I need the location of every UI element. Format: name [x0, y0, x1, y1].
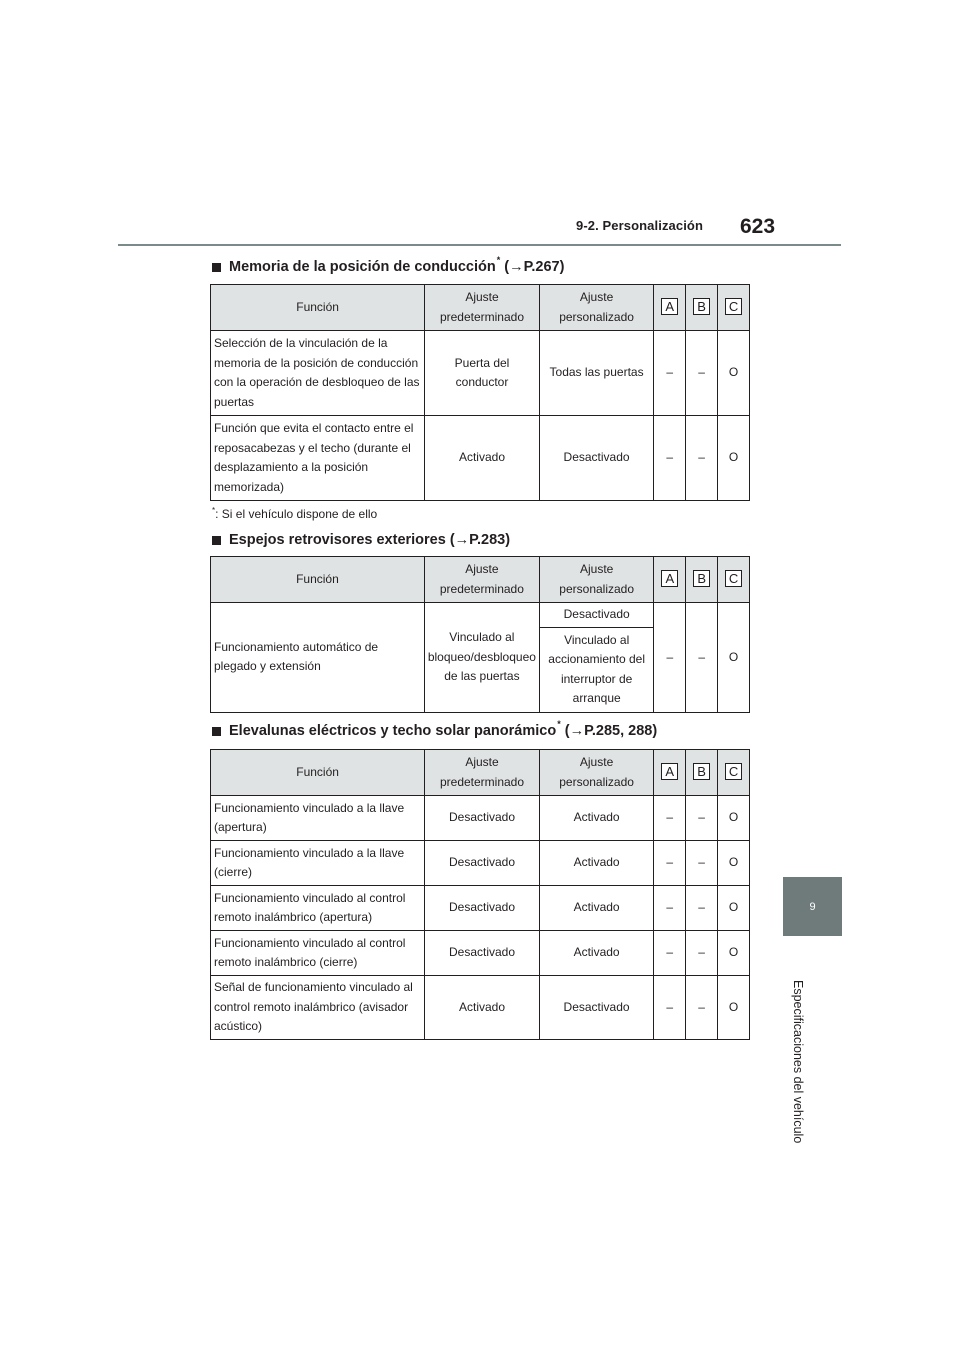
cell-b: –	[686, 331, 718, 416]
col-header-funcion: Función	[211, 750, 425, 796]
cell-pers: Todas las puertas	[539, 331, 654, 416]
cell-b: –	[686, 603, 718, 713]
footnote-text: : Si el vehículo dispone de ello	[215, 507, 378, 521]
table-row	[211, 931, 750, 976]
cell-pred: Activado	[425, 416, 540, 501]
col-header-pers: Ajuste personalizado	[539, 557, 653, 603]
col-header-c	[718, 750, 750, 796]
col-header-pred: Ajuste predeterminado	[424, 557, 539, 603]
memory-table	[210, 284, 750, 501]
table-row	[211, 603, 750, 628]
cell-funcion: Funcionamiento vinculado a la llave (cierre)	[211, 841, 425, 886]
cell-pred: Activado	[425, 976, 540, 1040]
cell-c: O	[718, 976, 750, 1040]
page-reference-link[interactable]: (→P.285, 288)	[564, 723, 658, 739]
cell-a: –	[654, 841, 686, 886]
asterisk: *	[557, 719, 561, 729]
cell-pers: Activado	[539, 931, 654, 976]
table-row	[211, 976, 750, 1040]
cell-funcion: Funcionamiento vinculado al control remoto inalámbrico (cierre)	[211, 931, 425, 976]
cell-b: –	[686, 886, 718, 931]
mirrors-table	[210, 556, 750, 713]
cell-pers: Desactivado	[539, 976, 654, 1040]
box-b: B	[693, 298, 710, 315]
cell-b: –	[686, 931, 718, 976]
cell-a: –	[654, 796, 686, 841]
cell-pers-option-1: Desactivado	[539, 603, 653, 628]
cell-funcion: Selección de la vinculación de la memoria de la posición de conducción con la operación de desbloqueo de las puertas	[211, 331, 425, 416]
table-row	[211, 331, 750, 416]
cell-pred: Desactivado	[425, 886, 540, 931]
cell-c: O	[718, 331, 750, 416]
col-header-pers: Ajuste personalizado	[539, 285, 654, 331]
cell-pers: Desactivado	[539, 416, 654, 501]
box-a: A	[661, 570, 678, 587]
box-b: B	[693, 763, 710, 780]
col-header-funcion: Función	[211, 285, 425, 331]
cell-funcion: Función que evita el contacto entre el reposacabezas y el techo (durante el desplazamiento a la posición memorizada)	[211, 416, 425, 501]
footnote	[212, 506, 377, 521]
table-row	[211, 416, 750, 501]
box-c: C	[725, 298, 742, 315]
cell-b: –	[686, 841, 718, 886]
page-number: 623	[740, 215, 776, 238]
cell-a: –	[654, 416, 686, 501]
section-heading-mirrors	[212, 532, 510, 548]
col-header-pred: Ajuste predeterminado	[425, 750, 540, 796]
chapter-tab: 9	[783, 877, 842, 936]
col-header-a	[654, 557, 686, 603]
cell-b: –	[686, 416, 718, 501]
cell-pred: Desactivado	[425, 931, 540, 976]
col-header-funcion: Función	[211, 557, 425, 603]
cell-pers: Activado	[539, 841, 654, 886]
cell-a: –	[654, 603, 686, 713]
cell-a: –	[654, 886, 686, 931]
cell-c: O	[718, 841, 750, 886]
bullet-square-icon	[212, 727, 221, 736]
cell-a: –	[654, 331, 686, 416]
cell-pers-option-2: Vinculado al accionamiento del interruptor de arranque	[539, 627, 653, 712]
header-divider	[118, 244, 841, 246]
box-b: B	[693, 570, 710, 587]
cell-b: –	[686, 796, 718, 841]
page-reference-link[interactable]: (→P.267)	[504, 259, 565, 275]
cell-c: O	[718, 603, 750, 713]
cell-funcion: Funcionamiento vinculado a la llave (apertura)	[211, 796, 425, 841]
col-header-b	[686, 750, 718, 796]
table-row	[211, 841, 750, 886]
table-row	[211, 796, 750, 841]
col-header-c	[718, 557, 750, 603]
cell-c: O	[718, 796, 750, 841]
col-header-pred: Ajuste predeterminado	[425, 285, 540, 331]
cell-funcion: Funcionamiento vinculado al control remoto inalámbrico (apertura)	[211, 886, 425, 931]
chapter-label	[785, 980, 805, 1144]
chapter-label-text: Especificaciones del vehículo	[791, 980, 805, 1144]
col-header-a	[654, 285, 686, 331]
col-header-b	[686, 285, 718, 331]
heading-text: Elevalunas eléctricos y techo solar panorámico	[229, 723, 557, 739]
section-heading-memory	[212, 255, 565, 275]
table-row	[211, 886, 750, 931]
col-header-b	[686, 557, 718, 603]
cell-funcion: Señal de funcionamiento vinculado al control remoto inalámbrico (avisador acústico)	[211, 976, 425, 1040]
box-c: C	[725, 763, 742, 780]
footnote-mark: *	[212, 506, 216, 515]
heading-text: Memoria de la posición de conducción	[229, 259, 496, 275]
cell-pred: Puerta del conductor	[425, 331, 540, 416]
cell-pers: Activado	[539, 886, 654, 931]
box-a: A	[661, 298, 678, 315]
col-header-a	[654, 750, 686, 796]
cell-c: O	[718, 416, 750, 501]
box-c: C	[725, 570, 742, 587]
col-header-pers: Ajuste personalizado	[539, 750, 654, 796]
cell-a: –	[654, 976, 686, 1040]
cell-pred: Desactivado	[425, 841, 540, 886]
section-heading-windows	[212, 719, 658, 739]
asterisk: *	[496, 255, 501, 265]
cell-b: –	[686, 976, 718, 1040]
section-title: 9-2. Personalización	[576, 218, 703, 233]
cell-pred: Desactivado	[425, 796, 540, 841]
windows-table	[210, 749, 750, 1040]
bullet-square-icon	[212, 263, 221, 272]
cell-funcion: Funcionamiento automático de plegado y extensión	[211, 603, 425, 713]
cell-a: –	[654, 931, 686, 976]
page-reference-link[interactable]: (→P.283)	[449, 532, 511, 548]
bullet-square-icon	[212, 536, 221, 545]
col-header-c	[718, 285, 750, 331]
cell-pred: Vinculado al bloqueo/desbloqueo de las puertas	[424, 603, 539, 713]
cell-c: O	[718, 886, 750, 931]
cell-pers: Activado	[539, 796, 654, 841]
cell-c: O	[718, 931, 750, 976]
heading-text: Espejos retrovisores exteriores	[229, 532, 446, 548]
box-a: A	[661, 763, 678, 780]
